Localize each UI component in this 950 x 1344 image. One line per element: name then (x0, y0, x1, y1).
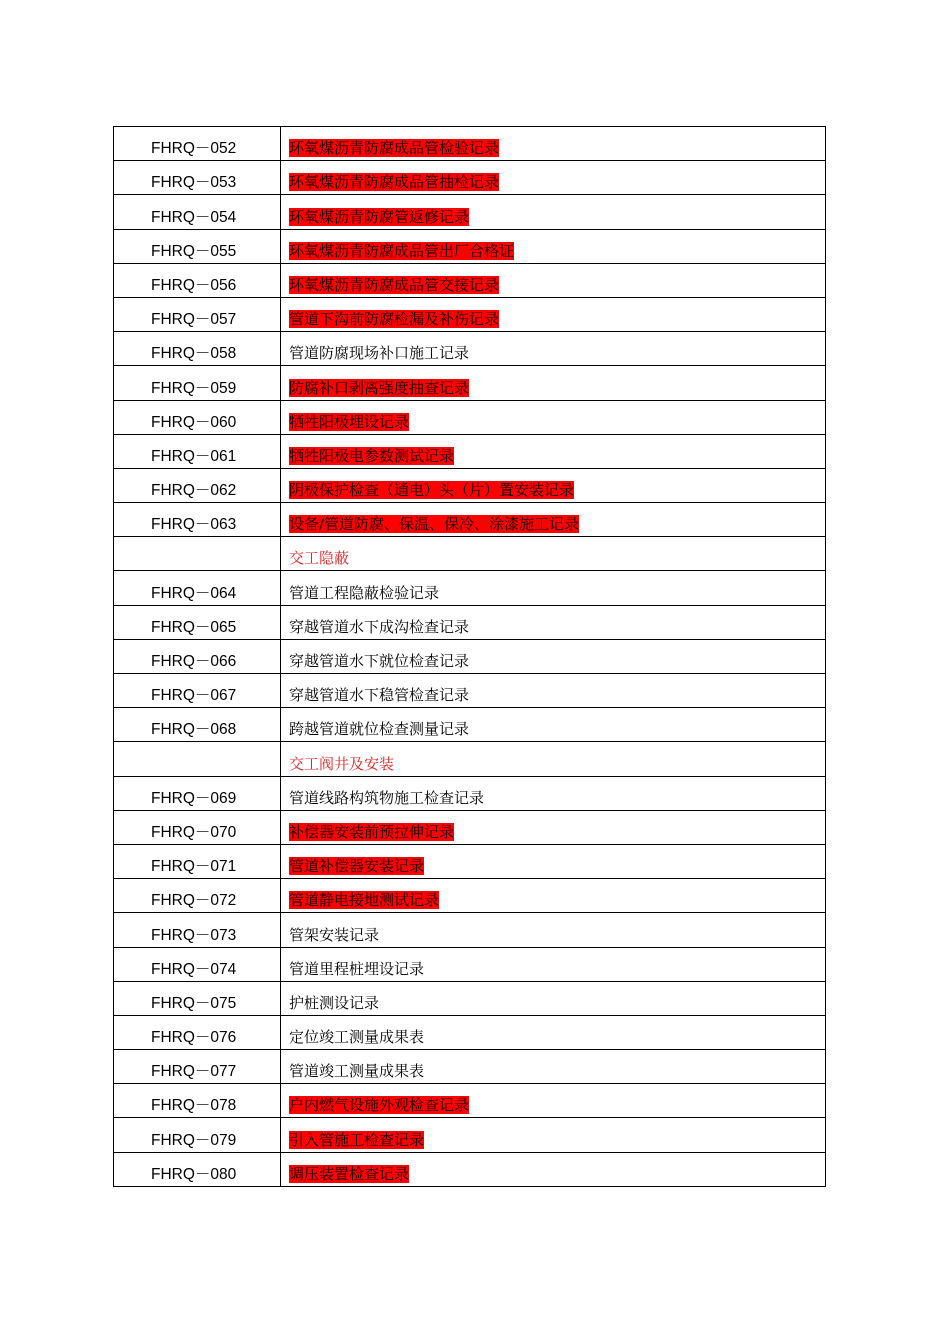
table-row (114, 639, 826, 673)
table-row (114, 229, 826, 263)
record-code: FHRQ－053 (114, 161, 281, 195)
record-name: 防腐补口剥离强度抽查记录 (289, 378, 470, 397)
record-name-cell (281, 1050, 826, 1084)
table-row (114, 674, 826, 708)
section-title-cell (281, 742, 826, 776)
table-row (114, 434, 826, 468)
record-name: 管道竣工测量成果表 (289, 1062, 425, 1081)
record-name: 管道下沟前防腐检漏及补伤记录 (289, 310, 500, 329)
record-code: FHRQ－076 (114, 1015, 281, 1049)
record-name-cell (281, 674, 826, 708)
record-code: FHRQ－068 (114, 708, 281, 742)
record-name: 户内燃气设施外观检查记录 (289, 1096, 470, 1115)
record-name: 定位竣工测量成果表 (289, 1028, 425, 1047)
record-name-cell (281, 297, 826, 331)
record-name-cell (281, 366, 826, 400)
record-name-cell (281, 229, 826, 263)
record-name: 管道里程桩埋设记录 (289, 959, 425, 978)
table-row (114, 1152, 826, 1186)
record-code: FHRQ－072 (114, 879, 281, 913)
record-code: FHRQ－074 (114, 947, 281, 981)
table-row (114, 947, 826, 981)
table-row (114, 468, 826, 502)
record-name: 穿越管道水下就位检查记录 (289, 652, 470, 670)
record-name-cell (281, 468, 826, 502)
record-name-cell (281, 1084, 826, 1118)
table-row (114, 879, 826, 913)
record-name: 穿越管道水下成沟检查记录 (289, 617, 470, 636)
record-code: FHRQ－052 (114, 127, 281, 161)
record-name-cell (281, 708, 826, 742)
record-code: FHRQ－064 (114, 571, 281, 605)
record-index-table (113, 126, 826, 1187)
record-name: 设备/管道防腐、保温、保冷、涂漆施工记录 (289, 515, 580, 534)
table-row (114, 776, 826, 810)
record-name: 管道工程隐蔽检验记录 (289, 583, 440, 602)
record-name: 牺牲阳极电参数测试记录 (289, 446, 455, 465)
table-row (114, 571, 826, 605)
record-code: FHRQ－077 (114, 1050, 281, 1084)
record-name-cell (281, 605, 826, 639)
record-code: FHRQ－054 (114, 195, 281, 229)
section-title-cell (281, 537, 826, 571)
record-name-cell (281, 844, 826, 878)
record-code: FHRQ－061 (114, 434, 281, 468)
table-row (114, 1050, 826, 1084)
record-name: 护桩测设记录 (289, 993, 380, 1012)
record-name-cell (281, 639, 826, 673)
record-name-cell (281, 879, 826, 913)
record-code: FHRQ－067 (114, 674, 281, 708)
table-row (114, 1015, 826, 1049)
record-code: FHRQ－059 (114, 366, 281, 400)
record-code: FHRQ－073 (114, 913, 281, 947)
record-name: 环氧煤沥青防腐成品管抽检记录 (289, 173, 500, 192)
section-row (114, 537, 826, 571)
table-row (114, 605, 826, 639)
record-name: 管道补偿器安装记录 (289, 857, 425, 876)
record-name: 牺牲阳极埋设记录 (289, 412, 410, 431)
record-name-cell (281, 810, 826, 844)
table-row (114, 1118, 826, 1152)
record-name: 管架安装记录 (289, 925, 380, 944)
record-name: 管道防腐现场补口施工记录 (289, 344, 470, 363)
record-name-cell (281, 571, 826, 605)
record-code: FHRQ－065 (114, 605, 281, 639)
record-name-cell (281, 913, 826, 947)
record-name: 环氧煤沥青防腐管返修记录 (289, 207, 470, 226)
record-name-cell (281, 161, 826, 195)
record-name-cell (281, 1152, 826, 1186)
record-code: FHRQ－071 (114, 844, 281, 878)
table-row (114, 263, 826, 297)
section-title: 交工阀井及安装 (289, 754, 395, 773)
record-code: FHRQ－075 (114, 981, 281, 1015)
section-row (114, 742, 826, 776)
record-code: FHRQ－058 (114, 332, 281, 366)
record-code (114, 742, 281, 776)
table-row (114, 195, 826, 229)
record-name-cell (281, 400, 826, 434)
table-row (114, 708, 826, 742)
record-name: 环氧煤沥青防腐成品管出厂合格证 (289, 241, 515, 260)
record-code: FHRQ－055 (114, 229, 281, 263)
record-code: FHRQ－070 (114, 810, 281, 844)
record-name: 补偿器安装前预拉伸记录 (289, 822, 455, 841)
record-name: 环氧煤沥青防腐成品管检验记录 (289, 139, 500, 158)
record-name: 调压装置检查记录 (289, 1164, 410, 1183)
record-name-cell (281, 332, 826, 366)
record-name: 引入管施工检查记录 (289, 1130, 425, 1149)
record-name: 阴极保护检查（通电）头（片）置安装记录 (289, 481, 575, 500)
table-row (114, 844, 826, 878)
record-name-cell (281, 981, 826, 1015)
record-code: FHRQ－078 (114, 1084, 281, 1118)
record-name: 管道静电接地测试记录 (289, 891, 440, 910)
table-row (114, 332, 826, 366)
record-code: FHRQ－080 (114, 1152, 281, 1186)
table-body (114, 127, 826, 1187)
record-name-cell (281, 263, 826, 297)
record-code: FHRQ－069 (114, 776, 281, 810)
record-name: 穿越管道水下稳管检查记录 (289, 686, 470, 705)
record-name-cell (281, 776, 826, 810)
table-row (114, 913, 826, 947)
record-code: FHRQ－066 (114, 639, 281, 673)
record-code: FHRQ－062 (114, 468, 281, 502)
table-row (114, 297, 826, 331)
record-name-cell (281, 434, 826, 468)
record-name-cell (281, 1015, 826, 1049)
record-name-cell (281, 127, 826, 161)
record-code: FHRQ－063 (114, 503, 281, 537)
table-row (114, 366, 826, 400)
table-row (114, 161, 826, 195)
record-name: 跨越管道就位检查测量记录 (289, 720, 470, 739)
record-name: 管道线路构筑物施工检查记录 (289, 788, 485, 807)
record-code: FHRQ－057 (114, 297, 281, 331)
record-name-cell (281, 503, 826, 537)
record-code: FHRQ－056 (114, 263, 281, 297)
table-row (114, 810, 826, 844)
section-title: 交工隐蔽 (289, 549, 350, 568)
record-code: FHRQ－079 (114, 1118, 281, 1152)
record-code: FHRQ－060 (114, 400, 281, 434)
record-name-cell (281, 947, 826, 981)
table-row (114, 981, 826, 1015)
table-row (114, 127, 826, 161)
table-row (114, 400, 826, 434)
table-row (114, 503, 826, 537)
table-row (114, 1084, 826, 1118)
record-name-cell (281, 195, 826, 229)
record-name: 环氧煤沥青防腐成品管交接记录 (289, 275, 500, 294)
record-code (114, 537, 281, 571)
record-name-cell (281, 1118, 826, 1152)
